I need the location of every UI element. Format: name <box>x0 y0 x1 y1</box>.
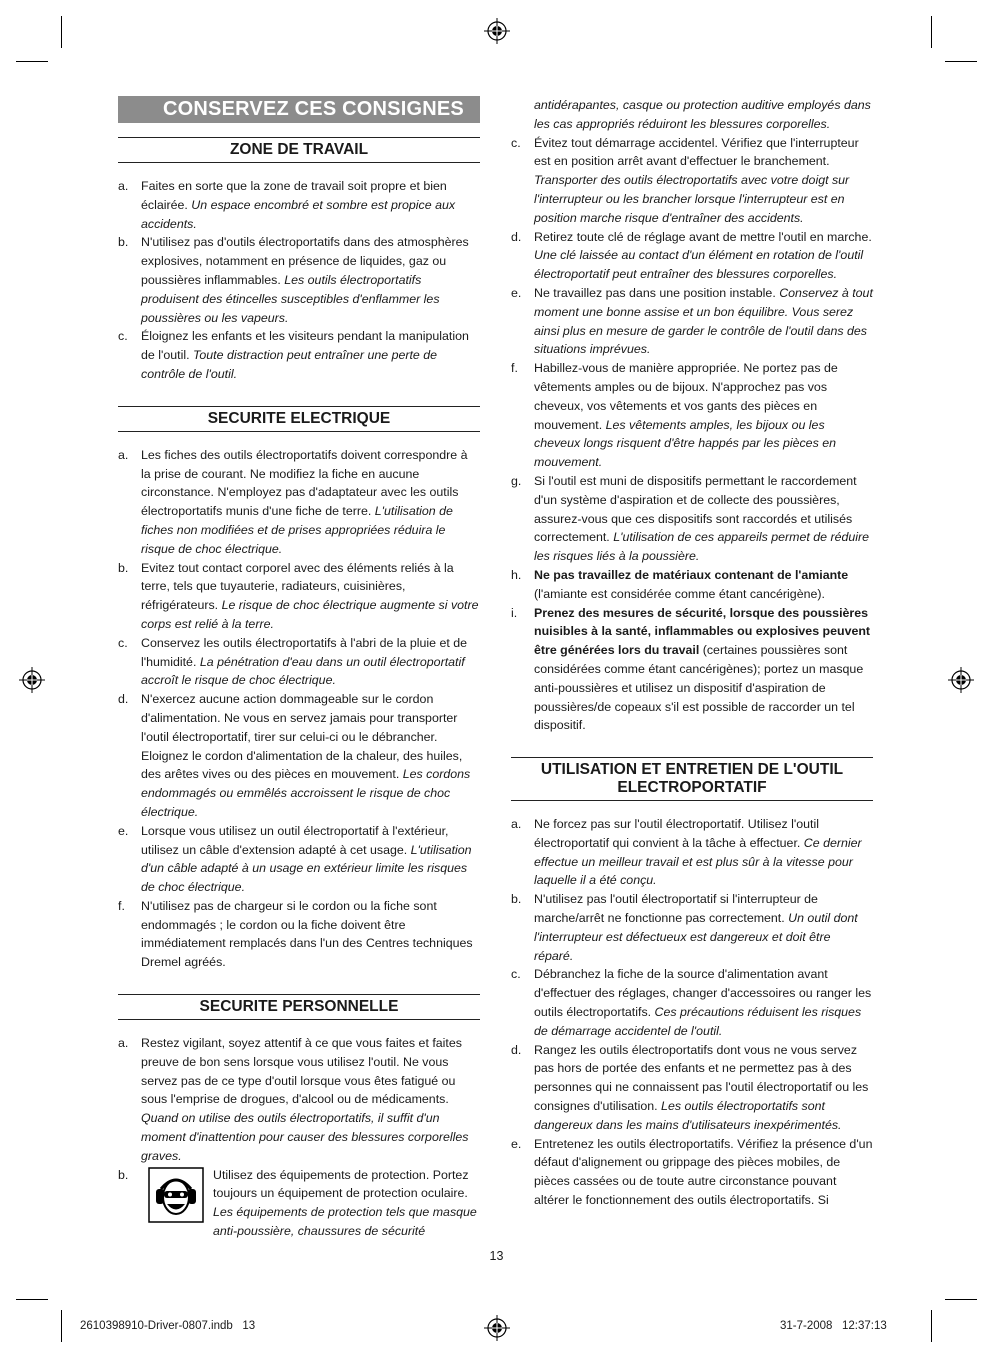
item-plain: Habillez-vous de manière appropriée. Ne portez pas de vêtements amples ou de bijoux. N'approchez pas vos cheveux, vos vêtements et vos gants des pièces en mouvement. <box>534 361 838 432</box>
page-title: CONSERVEZ CES CONSIGNES <box>118 96 480 123</box>
item-text <box>141 327 480 383</box>
item-italic: L'utilisation d'un câble adapté à un usage en extérieur limite les risques de choc électrique. <box>141 842 472 895</box>
item-text <box>141 1166 480 1241</box>
crop-mark <box>16 1299 48 1300</box>
item-italic: L'utilisation de ces appareils permet de réduire les risques liés à la poussière. <box>534 530 870 564</box>
item-text <box>534 566 873 604</box>
item-label: b. <box>511 892 522 907</box>
list-item <box>511 359 873 472</box>
item-text <box>534 228 873 284</box>
item-label: f. <box>118 898 125 913</box>
item-label: a. <box>118 1036 129 1051</box>
list-item <box>511 566 873 604</box>
item-bold: Prenez des mesures de sécurité, lorsque des poussières nuisibles à la santé, inflammables ou explosives peuvent être générées lors du travail <box>534 605 871 658</box>
protection-equipment-icon <box>148 1167 204 1223</box>
list-item <box>511 1041 873 1135</box>
item-label: h. <box>511 567 522 582</box>
registration-mark-icon <box>484 18 510 44</box>
item-text <box>141 177 480 233</box>
item-plain: N'utilisez pas de chargeur si le cordon ou la fiche sont endommagés ; le cordon ou la fiche doivent être immédiatement remplacés dans l'un des Centres techniques Dremel agréés. <box>141 898 473 970</box>
item-italic: Le risque de choc électrique augmente si votre corps est relié à la terre. <box>141 598 479 631</box>
item-label: a. <box>118 447 129 462</box>
item-label: e. <box>511 1136 522 1151</box>
list-item <box>511 472 873 566</box>
item-italic: Quand on utilise des outils électroportatifs, il suffit d'un moment d'inattention pour causer des blessures corporelles graves. <box>141 1111 469 1163</box>
item-bold: Ne pas travaillez de matériaux contenant de l'amiante <box>534 567 849 582</box>
list-item <box>118 233 480 327</box>
item-text <box>141 559 480 634</box>
item-plain: (l'amiante est considérée comme étant cancérigène). <box>534 586 825 601</box>
page-number: 13 <box>489 1249 504 1263</box>
item-label: i. <box>511 605 518 620</box>
item-plain: Évitez tout démarrage accidentel. Vérifiez que l'interrupteur est en position arrêt avant d'effectuer le branchement. <box>534 135 859 169</box>
item-italic: L'utilisation de fiches non modifiées et de prises appropriées réduira le risque de choc électrique. <box>141 504 453 556</box>
list-item <box>118 822 480 897</box>
item-text <box>534 359 873 472</box>
item-label: e. <box>511 285 522 300</box>
item-plain: Si l'outil est muni de dispositifs permettant le raccordement d'un système d'aspiration et de collecte des poussières, assurez-vous que ces dispositifs sont raccordés et utilisés correctement. <box>534 473 857 545</box>
item-label: c. <box>511 967 521 982</box>
item-plain: Les fiches des outils électroportatifs doivent correspondre à la prise de courant. Ne modifiez la fiche en aucune circonstance. N'employez pas d'adaptateur avec les outils électroportatifs munis d'une fiche de terre. <box>141 447 468 519</box>
item-text <box>534 284 873 359</box>
zone-list <box>118 177 480 384</box>
item-label: f. <box>511 361 518 376</box>
item-plain: Faites en sorte que la zone de travail soit propre et bien éclairée. <box>141 179 447 212</box>
list-item <box>118 1166 480 1241</box>
item-b-text <box>213 1166 480 1241</box>
item-plain: (certaines poussières sont considérées comme étant cancérigènes); portez un masque anti-poussières et utilisez un dispositif d'aspiration de poussières/de copeaux s'il est possible de raccorder un tel dispositif. <box>534 643 864 733</box>
crop-mark <box>931 1310 932 1342</box>
item-italic: Ce dernier effectue un meilleur travail et est plus sûr à la vitesse pour laquelle il a été conçu. <box>534 835 862 888</box>
elec-list <box>118 446 480 972</box>
registration-mark-icon <box>484 1315 510 1341</box>
list-item <box>511 228 873 284</box>
item-plain: Conservez les outils électroportatifs à l'abri de la pluie et de l'humidité. <box>141 635 468 669</box>
item-plain: Utilisez des équipements de protection. Portez toujours un équipement de protection oculaire. <box>213 1167 469 1201</box>
item-label: c. <box>118 329 128 344</box>
item-italic: Transporter des outils électroportatifs avec votre doigt sur l'interrupteur ou les brancher lorsque l'interrupteur est en position marche risque d'entraîner des accidents. <box>534 173 850 225</box>
item-label: c. <box>511 135 521 150</box>
item-plain: Ne travaillez pas dans une position instable. <box>534 285 780 300</box>
util-list <box>511 815 873 1210</box>
registration-mark-icon <box>19 667 45 693</box>
item-italic: Une clé laissée au contact d'un élément en rotation de l'outil électroportatif peut entraîner des blessures corporelles. <box>534 248 864 282</box>
section-title-util: UTILISATION ET ENTRETIEN DE L'OUTIL ELECTROPORTATIF <box>511 757 873 801</box>
item-label: a. <box>511 817 522 832</box>
item-text <box>141 1034 480 1166</box>
item-text <box>141 822 480 897</box>
item-plain: Débranchez la fiche de la source d'alimentation avant d'effectuer des réglages, changer d'accessoires ou ranger les outils électroportatifs. <box>534 967 872 1020</box>
item-label: d. <box>511 229 522 244</box>
registration-mark-icon <box>948 667 974 693</box>
item-italic: Les outils électroportatifs produisent des étincelles susceptibles d'enflammer les poussières ou les vapeurs. <box>141 272 440 325</box>
item-label: d. <box>511 1042 522 1057</box>
crop-mark <box>61 16 62 48</box>
crop-mark <box>945 61 977 62</box>
item-text <box>534 472 873 566</box>
item-plain: Lorsque vous utilisez un outil électroportatif à l'extérieur, utilisez un câble d'extension adapté à cet usage. <box>141 823 449 857</box>
item-plain: Entretenez les outils électroportatifs. Vérifiez la présence d'un défaut d'alignement ou grippage des pièces mobiles, de pièces cassées ou de toute autre circonstance pouvant altérer le fonctionnement des outils électroportatifs. Si <box>534 1136 873 1208</box>
crop-mark <box>931 16 932 48</box>
item-italic: La pénétration d'eau dans un outil électroportatif accroît le risque de choc électrique. <box>141 654 465 688</box>
list-item <box>511 134 873 228</box>
perso-list <box>118 1034 480 1241</box>
item-italic: Les cordons endommagés ou emmêlés accroissent le risque de choc électrique. <box>141 767 471 819</box>
item-text <box>534 604 873 736</box>
item-text <box>141 634 480 690</box>
list-item <box>118 690 480 822</box>
item-plain: N'utilisez pas d'outils électroportatifs dans des atmosphères explosives, notamment en présence de liquides, gaz ou poussières inflammables. <box>141 235 469 287</box>
item-italic: Un espace encombré et sombre est propice aux accidents. <box>141 197 456 231</box>
item-label: e. <box>118 823 129 838</box>
item-label: g. <box>511 473 522 488</box>
list-item <box>118 327 480 383</box>
item-plain: Evitez tout contact corporel avec des éléments reliés à la terre, tels que tuyauterie, radiateurs, cuisinières, réfrigérateurs. <box>141 560 454 613</box>
list-item-continued <box>511 96 873 134</box>
footer-date-info: 31-7-2008 12:37:13 <box>780 1320 887 1332</box>
item-plain: N'exercez aucune action dommageable sur le cordon d'alimentation. Ne vous en servez jamais pour transporter l'outil électroportatif, tirer sur celui-ci ou le débrancher. Eloignez le cordon d'alimentation de la chaleur, des huiles, des arêtes vives ou des pièces en mouvement. <box>141 692 463 782</box>
left-column <box>118 96 480 1241</box>
item-label: b. <box>118 560 129 575</box>
item-plain: N'utilisez pas l'outil électroportatif si l'interrupteur de marche/arrêt ne fonctionne pas correctement. <box>534 892 818 926</box>
item-italic: Les outils électroportatifs sont dangereux dans les mains d'utilisateurs inexpérimentés. <box>534 1099 842 1132</box>
item-text <box>534 134 873 228</box>
item-label: a. <box>118 179 129 193</box>
item-italic: Toute distraction peut entraîner une perte de contrôle de l'outil. <box>141 348 438 381</box>
item-text <box>534 1041 873 1135</box>
section-title-perso: SECURITE PERSONNELLE <box>118 994 480 1020</box>
item-text <box>141 446 480 559</box>
item-plain: Ne forcez pas sur l'outil électroportatif. Utilisez l'outil électroportatif qui convient à la tâche à effectuer. <box>534 817 820 850</box>
item-italic: Un outil dont l'interrupteur est défectueux est dangereux et doit être réparé. <box>534 911 858 963</box>
item-text <box>534 890 873 965</box>
item-italic: Ces précautions réduisent les risques de démarrage accidentel de l'outil. <box>534 1005 862 1038</box>
item-plain: Éloignez les enfants et les visiteurs pendant la manipulation de l'outil. <box>141 329 469 363</box>
list-item <box>118 446 480 559</box>
item-italic: Les équipements de protection tels que masque anti-poussière, chaussures de sécurité <box>213 1205 477 1239</box>
item-text <box>534 1135 873 1210</box>
item-text <box>141 897 480 972</box>
item-label: b. <box>118 1167 129 1182</box>
list-item <box>511 604 873 736</box>
list-item <box>118 897 480 972</box>
list-item <box>511 284 873 359</box>
item-italic: antidérapantes, casque ou protection auditive employés dans les cas appropriés réduiront les blessures corporelles. <box>534 98 871 131</box>
item-text <box>534 815 873 890</box>
item-text <box>141 233 480 327</box>
item-plain: Restez vigilant, soyez attentif à ce que vous faites et faites preuve de bon sens lorsque vous utilisez l'outil. Ne vous servez pas de ce type d'outil lorsque vous êtes fatigué ou sous l'emprise de drogues, d'alcool ou de médicaments. <box>141 1036 462 1107</box>
item-plain: Rangez les outils électroportatifs dont vous ne vous servez pas hors de portée des enfants et ne permettez pas à des personnes qui ne connaissent pas l'outil électroportatif ou les consignes d'utilisation. <box>534 1042 869 1114</box>
crop-mark <box>16 61 48 62</box>
section-title-zone: ZONE DE TRAVAIL <box>118 137 480 163</box>
list-item <box>118 177 480 233</box>
crop-mark <box>61 1310 62 1342</box>
item-label: c. <box>118 635 128 650</box>
item-text <box>534 96 873 134</box>
crop-mark <box>945 1299 977 1300</box>
item-text <box>534 965 873 1040</box>
right-column <box>511 96 873 1210</box>
item-plain: Retirez toute clé de réglage avant de mettre l'outil en marche. <box>534 229 872 244</box>
item-label: d. <box>118 692 129 707</box>
list-item <box>511 1135 873 1210</box>
list-item <box>118 559 480 634</box>
item-italic: Les vêtements amples, les bijoux ou les cheveux longs risquent d'être happés par les pièces en mouvement. <box>534 417 836 470</box>
list-item <box>511 815 873 890</box>
list-item <box>118 634 480 690</box>
item-text <box>141 690 480 822</box>
item-label: b. <box>118 235 129 250</box>
list-item <box>511 965 873 1040</box>
item-italic: Conservez à tout moment une bonne assise et un bon équilibre. Vous serez ainsi plus en mesure de garder le contrôle de l'outil dans des situations imprévues. <box>534 285 873 357</box>
list-item <box>511 890 873 965</box>
footer-file-info: 2610398910-Driver-0807.indb 13 <box>80 1320 256 1332</box>
list-item <box>118 1034 480 1166</box>
section-title-elec: SECURITE ELECTRIQUE <box>118 406 480 432</box>
